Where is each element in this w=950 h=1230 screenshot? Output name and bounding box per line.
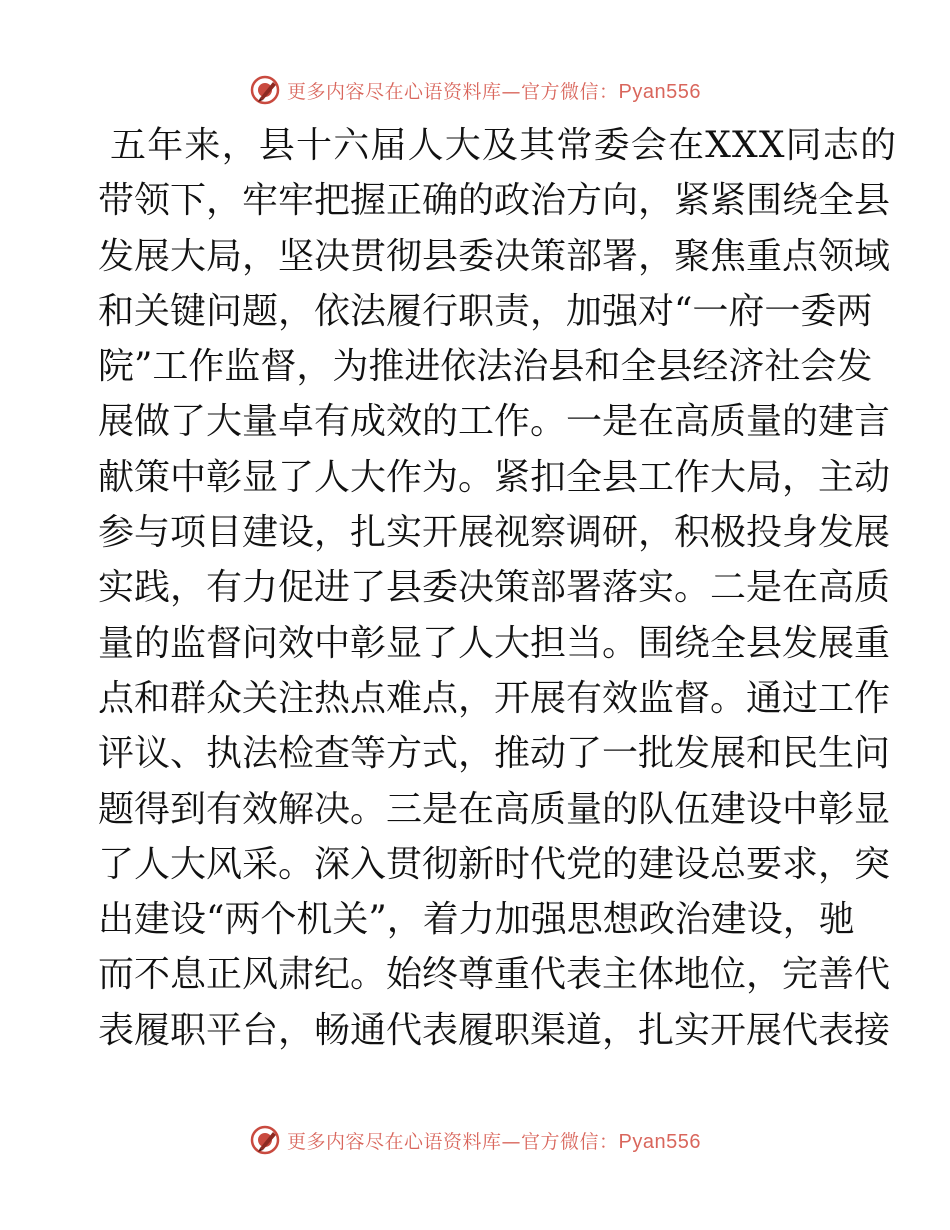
watermark-main-text: 更多内容尽在心语资料库 [287,80,502,103]
body-line: 发展大局，坚决贯彻县委决策部署，聚焦重点领域 [98,235,891,277]
body-line: 展做了大量卓有成效的工作。一是在高质量的建言 [98,401,891,443]
watermark-official-label: 官方微信： [521,1130,619,1153]
header-watermark [0,70,950,110]
watermark-account-id: Pyan556 [618,80,701,103]
document-body [98,118,898,1058]
body-line: 题得到有效解决。三是在高质量的队伍建设中彰显 [98,788,891,830]
body-line: 五年来，县十六届人大及其常委会在XXX同志的 [110,125,898,166]
watermark-separator: — [501,80,522,103]
body-line: 和关键问题，依法履行职责，加强对“一府一委两 [98,290,873,332]
body-line: 院”工作监督，为推进依法治县和全县经济社会发 [98,346,873,388]
body-line: 出建设“两个机关”，着力加强思想政治建设，驰 [98,899,855,941]
watermark-main-text: 更多内容尽在心语资料库 [287,1130,502,1153]
body-line: 实践，有力促进了县委决策部署落实。二是在高质 [98,567,891,609]
body-line: 参与项目建设，扎实开展视察调研，积极投身发展 [98,512,891,554]
watermark-text [287,1127,701,1154]
footer-watermark [0,1120,950,1160]
body-line: 带领下，牢牢把握正确的政治方向，紧紧围绕全县 [98,180,891,222]
watermark-official-label: 官方微信： [521,80,619,103]
body-line: 评议、执法检查等方式，推动了一批发展和民生问 [98,733,891,775]
body-line: 表履职平台，畅通代表履职渠道，扎实开展代表接 [98,1009,891,1051]
body-line: 量的监督问效中彰显了人大担当。围绕全县发展重 [98,622,891,664]
watermark-account-id: Pyan556 [618,1130,701,1153]
body-line: 而不息正风肃纪。始终尊重代表主体地位，完善代 [98,954,891,996]
pen-logo-icon [249,1124,281,1156]
body-line: 了人大风采。深入贯彻新时代党的建设总要求，突 [98,843,891,885]
watermark-text [287,77,701,104]
body-line: 点和群众关注热点难点，开展有效监督。通过工作 [98,677,891,719]
watermark-separator: — [501,1130,522,1153]
pen-logo-icon [249,74,281,106]
body-line: 献策中彰显了人大作为。紧扣全县工作大局，主动 [98,456,891,498]
